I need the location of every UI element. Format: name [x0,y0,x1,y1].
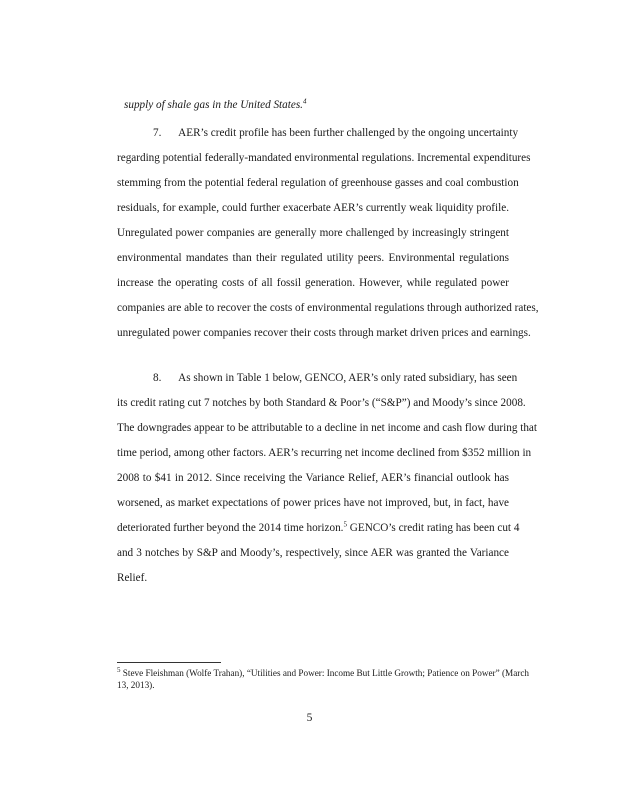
footnote-line: 13, 2013). [117,680,155,690]
paragraph-8-line: worsened, as market expectations of power prices have not improved, but, in fact, have [117,497,509,509]
paragraph-7-line: environmental mandates than their regulated utility peers. Environmental regulations [117,252,509,264]
paragraph-7-line: companies are able to recover the costs of environmental regulations through authorized rates, [117,302,539,314]
continuation-line [124,98,516,112]
paragraph-8-line: its credit rating cut 7 notches by both Standard & Poor’s (“S&P”) and Moody’s since 2008. [117,397,526,409]
paragraph-8-line: time period, among other factors. AER’s recurring net income declined from $352 million in [117,447,532,459]
paragraph-7-line: 7. AER’s credit profile has been further challenged by the ongoing uncertainty [153,127,519,139]
footnote-line [117,665,530,679]
paragraph-8-text: deteriorated further beyond the 2014 time horizon. [117,522,344,534]
paragraph-7-line: residuals, for example, could further exacerbate AER’s currently weak liquidity profile. [117,202,509,214]
footnote-ref-5: 5 [343,520,347,529]
footnote-text: Steve Fleishman (Wolfe Trahan), “Utilities and Power: Income But Little Growth; Patience on Power” (March [120,668,530,678]
footnote-ref-4: 4 [302,97,307,106]
footnote-number: 5 [117,665,121,674]
paragraph-7-line: unregulated power companies recover their costs through market driven prices and earnings. [117,327,531,339]
paragraph-8-line: and 3 notches by S&P and Moody’s, respectively, since AER was granted the Variance [117,547,509,559]
paragraph-8-line: Relief. [117,572,148,584]
paragraph-8-line: The downgrades appear to be attributable to a decline in net income and cash flow during that [117,422,538,434]
paragraph-7-line: increase the operating costs of all fossil generation. However, while regulated power [117,277,509,289]
paragraph-7-line: regarding potential federally-mandated environmental regulations. Incremental expenditures [117,152,531,164]
paragraph-8-line: 2008 to $41 in 2012. Since receiving the Variance Relief, AER’s financial outlook has [117,472,509,484]
paragraph-8-text: GENCO’s credit rating has been cut 4 [346,522,520,534]
footnote-divider [117,662,221,663]
continuation-text: supply of shale gas in the United States. [124,99,303,111]
paragraph-8-line: 8. As shown in Table 1 below, GENCO, AER’s only rated subsidiary, has seen [153,372,518,384]
paragraph-7-line: Unregulated power companies are generally more challenged by increasingly stringent [117,227,509,239]
page-number: 5 [306,712,313,724]
paragraph-7-line: stemming from the potential federal regulation of greenhouse gasses and coal combustion [117,177,519,189]
paragraph-8-line [117,520,520,535]
